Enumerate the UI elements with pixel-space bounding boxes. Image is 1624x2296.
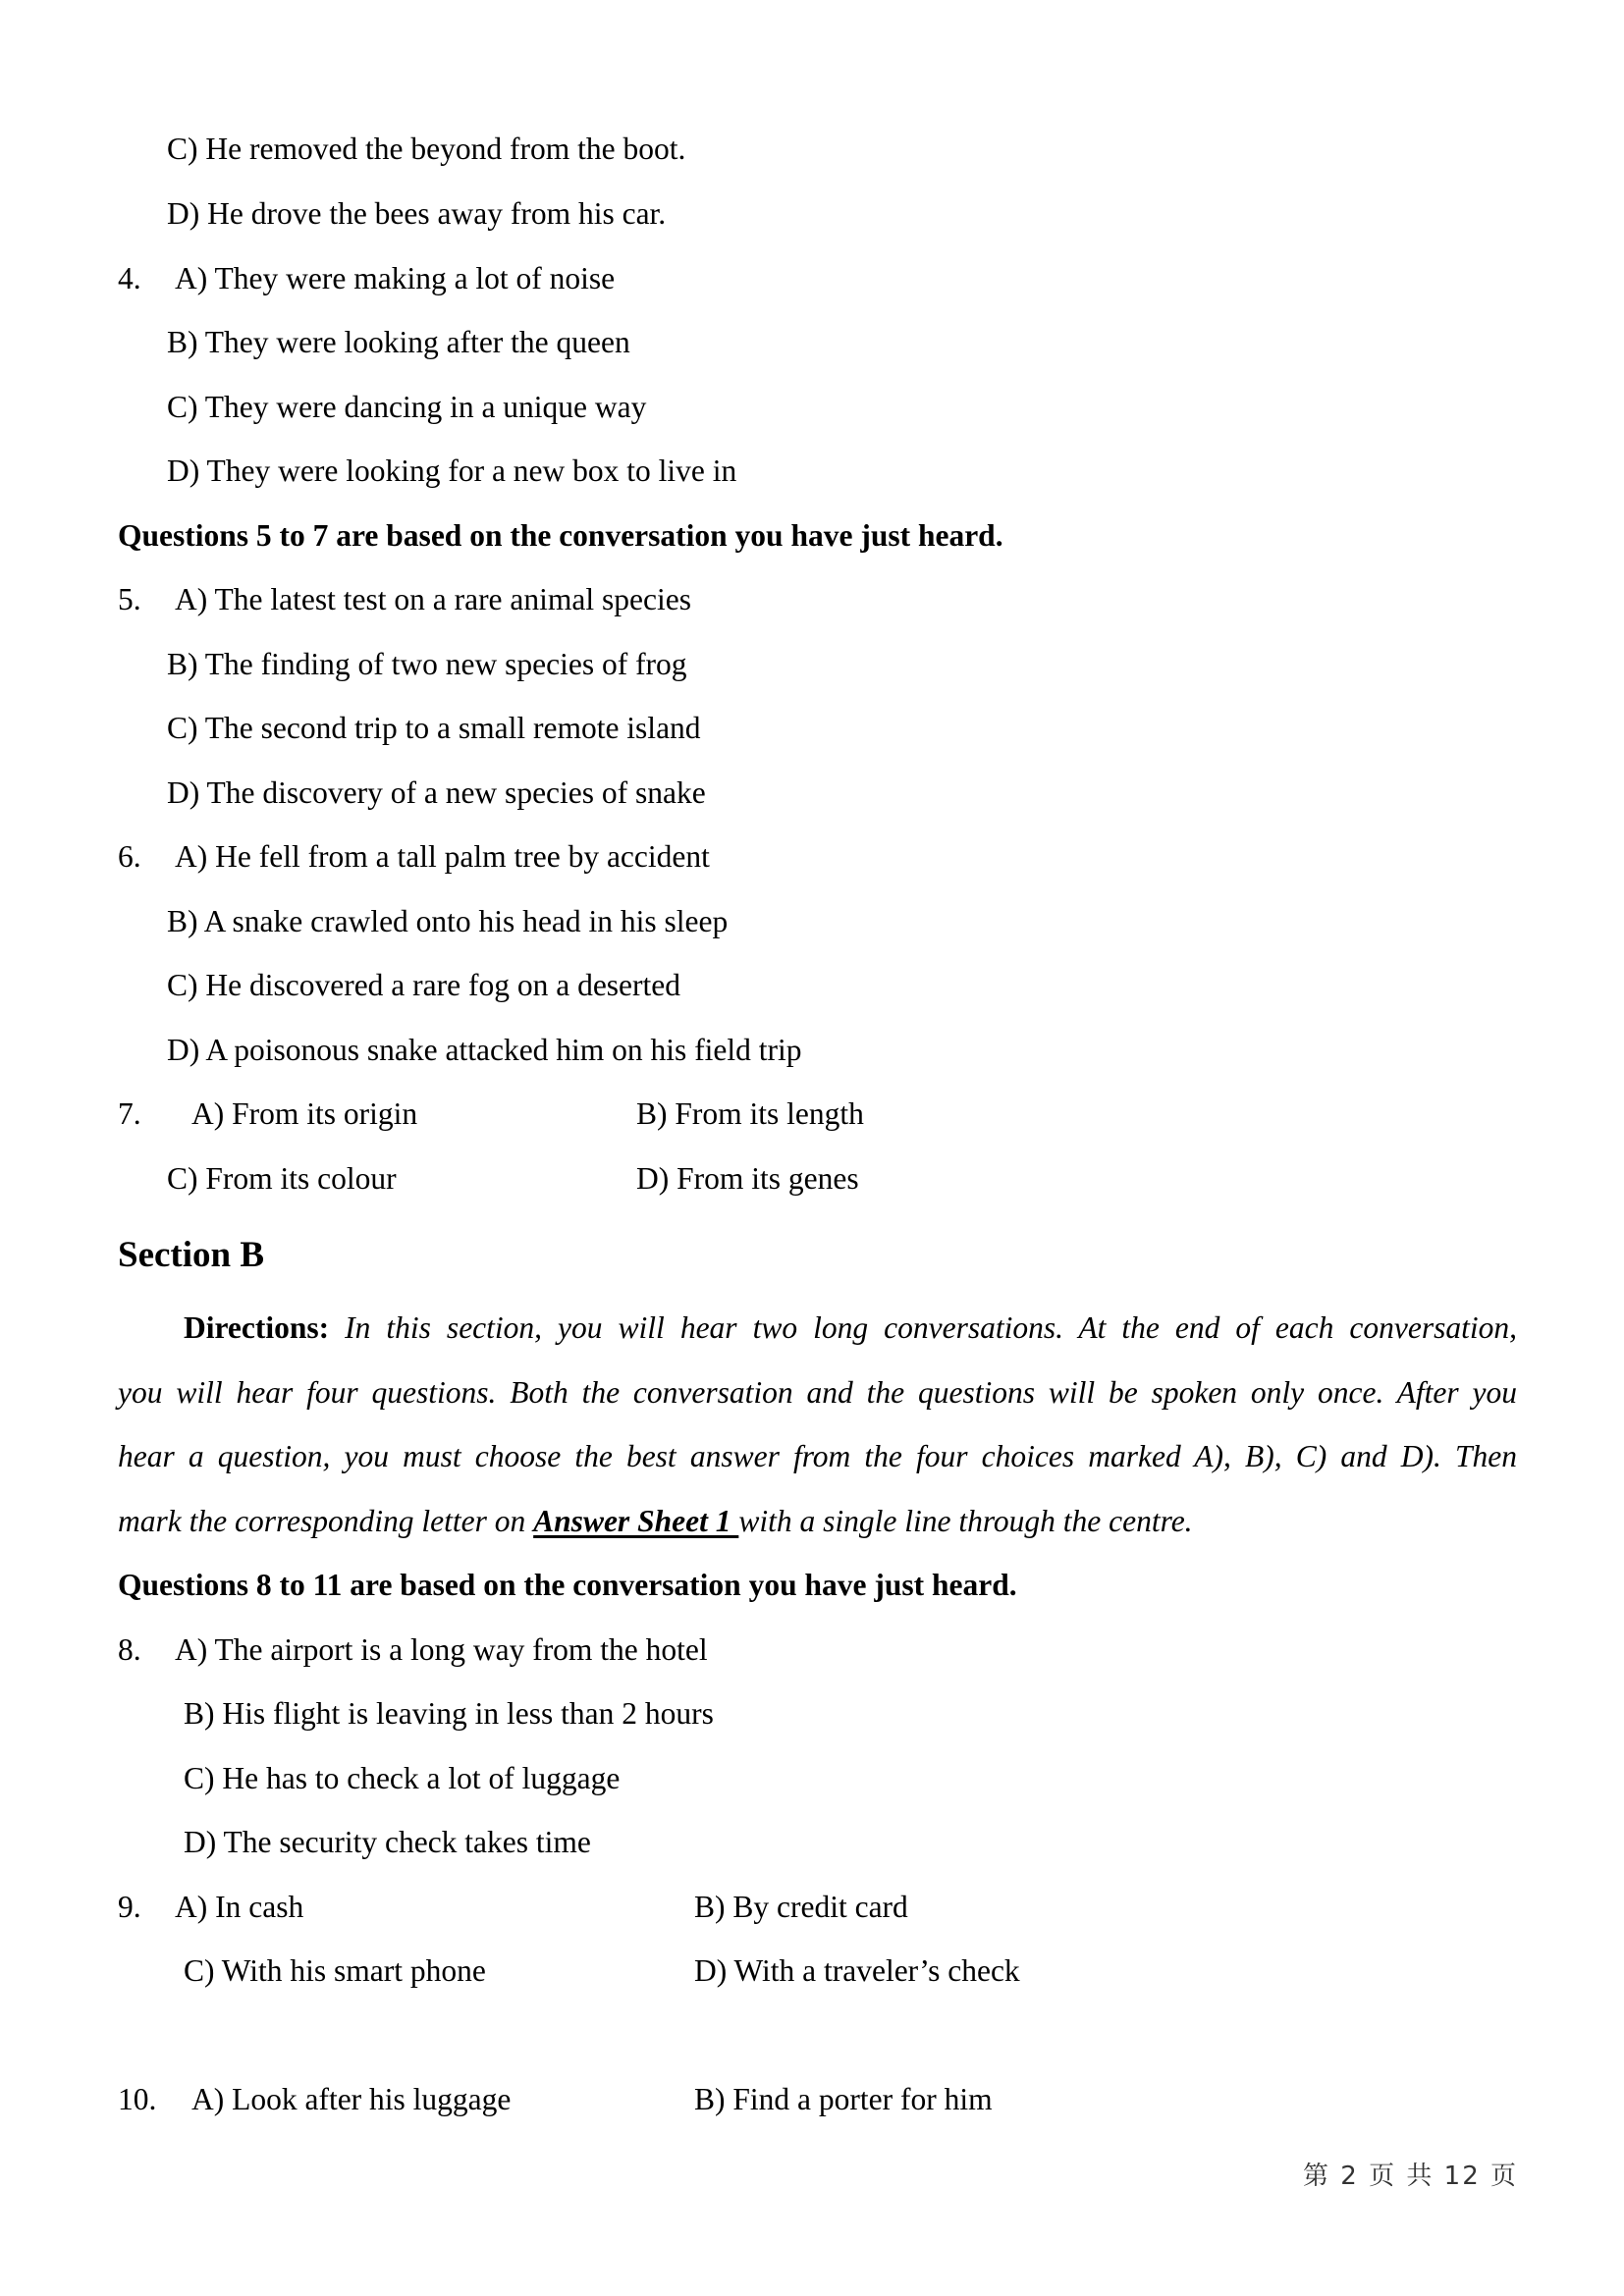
q5-number: 5. — [118, 582, 141, 616]
q7-option-d: D) From its genes — [636, 1161, 859, 1196]
q7-option-c: C) From its colour — [167, 1161, 397, 1196]
q6-option-d: D) A poisonous snake attacked him on his field trip — [167, 1033, 802, 1067]
q7-option-b: B) From its length — [636, 1096, 864, 1131]
q4-option-a: A) They were making a lot of noise — [175, 261, 616, 295]
q9-option-a: A) In cash — [175, 1890, 304, 1924]
q8-option-a: A) The airport is a long way from the hotel — [175, 1632, 708, 1667]
q5-option-d: D) The discovery of a new species of snake — [167, 775, 706, 810]
directions-line-1 — [118, 1308, 1517, 1348]
q3-option-d: D) He drove the bees away from his car. — [167, 196, 667, 231]
q5-option-b: B) The finding of two new species of frog — [167, 647, 687, 681]
q5-option-c: C) The second trip to a small remote island — [167, 711, 701, 745]
q6-option-c: C) He discovered a rare fog on a deserted — [167, 968, 681, 1002]
q10-option-a: A) Look after his luggage — [191, 2082, 512, 2116]
q4-option-b: B) They were looking after the queen — [167, 325, 630, 359]
q4-option-c: C) They were dancing in a unique way — [167, 390, 647, 424]
q7-number: 7. — [118, 1096, 141, 1131]
directions-text-4a: mark the corresponding letter on — [118, 1504, 534, 1538]
directions-label: Directions: — [184, 1310, 330, 1345]
section-b-title: Section B — [118, 1235, 265, 1275]
q9-option-d: D) With a traveler’s check — [694, 1953, 1020, 1988]
q6-option-a: A) He fell from a tall palm tree by accident — [175, 839, 710, 874]
directions-line-4 — [118, 1502, 1517, 1541]
q6-number: 6. — [118, 839, 141, 874]
page-number-footer: 第 2 页 共 12 页 — [1303, 2162, 1518, 2191]
q4-option-d: D) They were looking for a new box to live in — [167, 454, 737, 488]
q9-option-b: B) By credit card — [694, 1890, 908, 1924]
q8-option-c: C) He has to check a lot of luggage — [184, 1761, 621, 1795]
q5-option-a: A) The latest test on a rare animal species — [175, 582, 691, 616]
q9-number: 9. — [118, 1890, 141, 1924]
q7-option-a: A) From its origin — [191, 1096, 418, 1131]
q10-number: 10. — [118, 2082, 157, 2116]
q8-number: 8. — [118, 1632, 141, 1667]
directions-text-4b: with a single line through the centre. — [738, 1504, 1193, 1538]
q9-option-c: C) With his smart phone — [184, 1953, 486, 1988]
answer-sheet-1-reference: Answer Sheet 1 — [533, 1504, 739, 1538]
q8-option-d: D) The security check takes time — [184, 1825, 591, 1859]
directions-text-1: In this section, you will hear two long conversations. At the end of each conversation, — [345, 1310, 1518, 1345]
directions-line-3: hear a question, you must choose the best answer from the four choices marked A), B), C) and D). Then — [118, 1439, 1517, 1473]
questions-8-11-header: Questions 8 to 11 are based on the conversation you have just heard. — [118, 1568, 1017, 1602]
q6-option-b: B) A snake crawled onto his head in his sleep — [167, 904, 729, 938]
q8-option-b: B) His flight is leaving in less than 2 hours — [184, 1696, 714, 1731]
q4-number: 4. — [118, 261, 141, 295]
questions-5-7-header: Questions 5 to 7 are based on the conversation you have just heard. — [118, 518, 1003, 553]
directions-line-2: you will hear four questions. Both the conversation and the questions will be spoken only once. After you — [118, 1375, 1517, 1410]
q10-option-b: B) Find a porter for him — [694, 2082, 993, 2116]
q3-option-c: C) He removed the beyond from the boot. — [167, 132, 686, 166]
